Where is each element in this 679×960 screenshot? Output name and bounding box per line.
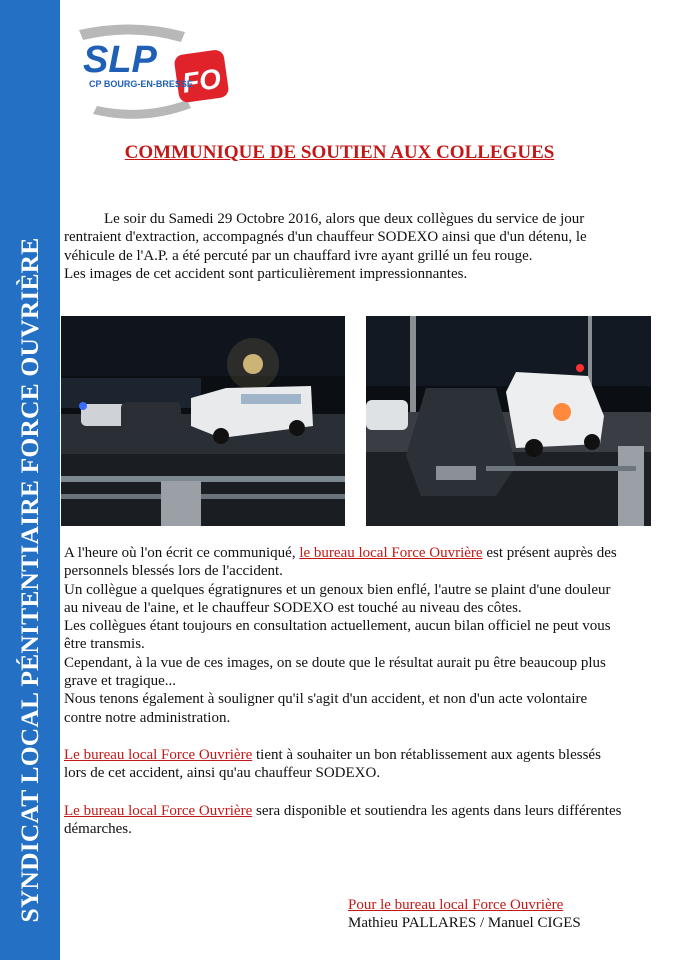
sidebar-vertical-title: SYNDICAT LOCAL PÉNITENTIAIRE FORCE OUVRIÈRE (15, 237, 44, 923)
body-paragraph-2 (64, 746, 624, 783)
body-sentence-1 (64, 544, 624, 581)
body-sentence-4: Cependant, à la vue de ces images, on se doute que le résultat aurait pu être beaucoup plus grave et tragique... (64, 654, 606, 690)
logo-badge-text: FO (180, 62, 223, 99)
body-text: A l'heure où l'on écrit ce communiqué, (64, 545, 296, 561)
intro-text-2: Les images de cet accident sont particulièrement impressionnantes. (64, 265, 468, 282)
body-sentence-5: Nous tenons également à souligner qu'il s'agit d'un accident, et non d'un acte volontaire contre notre administration. (64, 691, 588, 726)
intro-paragraph (64, 210, 624, 283)
body-text: est présent auprès des personnels blessés lors de l'accident. (64, 545, 617, 580)
logo-graphic (73, 22, 233, 122)
body-sentence-2: Un collègue a quelques égratignures et un genoux bien enflé, l'autre se plaint d'une douleur au niveau de l'aine, et le chauffeur SODEXO est touché au niveau des côtes. (64, 581, 611, 616)
logo-main-text: SLP (83, 39, 157, 81)
force-ouvriere-link[interactable]: le bureau local Force Ouvrière (299, 545, 483, 561)
slp-fo-logo (73, 22, 233, 122)
force-ouvriere-link[interactable]: Le bureau local Force Ouvrière (64, 803, 253, 819)
accident-photo-left (61, 316, 345, 526)
signature-names: Mathieu PALLARES / Manuel CIGES (348, 915, 581, 931)
body-text: sera disponible et soutiendra les agents dans leurs différentes démarches. (64, 803, 622, 838)
body-sentence-3: Les collègues étant toujours en consultation actuellement, aucun bilan officiel ne peut vous être transmis. (64, 618, 611, 653)
intro-text-1: Le soir du Samedi 29 Octobre 2016, alors que deux collègues du service de jour rentraient d'extraction, accompagnés d'un chauffeur SODEXO ainsi que d'un détenu, le véhicule de l'A.P. a été percuté par un chauffard ivre ayant grillé un feu rouge. (64, 211, 587, 264)
body-paragraph-3 (64, 802, 624, 839)
page-title-text: COMMUNIQUE DE SOUTIEN AUX COLLEGUES (124, 142, 555, 163)
page-title (0, 142, 679, 164)
signature-block (348, 896, 581, 932)
body-paragraph-1 (64, 544, 624, 727)
accident-photo-right (366, 316, 651, 526)
signature-link[interactable]: Pour le bureau local Force Ouvrière (348, 897, 564, 913)
body-text: tient à souhaiter un bon rétablissement aux agents blessés lors de cet accident, ainsi qu'au chauffeur SODEXO. (64, 747, 601, 782)
logo-subtitle: CP BOURG-EN-BRESSE (89, 79, 193, 89)
force-ouvriere-link[interactable]: Le bureau local Force Ouvrière (64, 747, 253, 763)
